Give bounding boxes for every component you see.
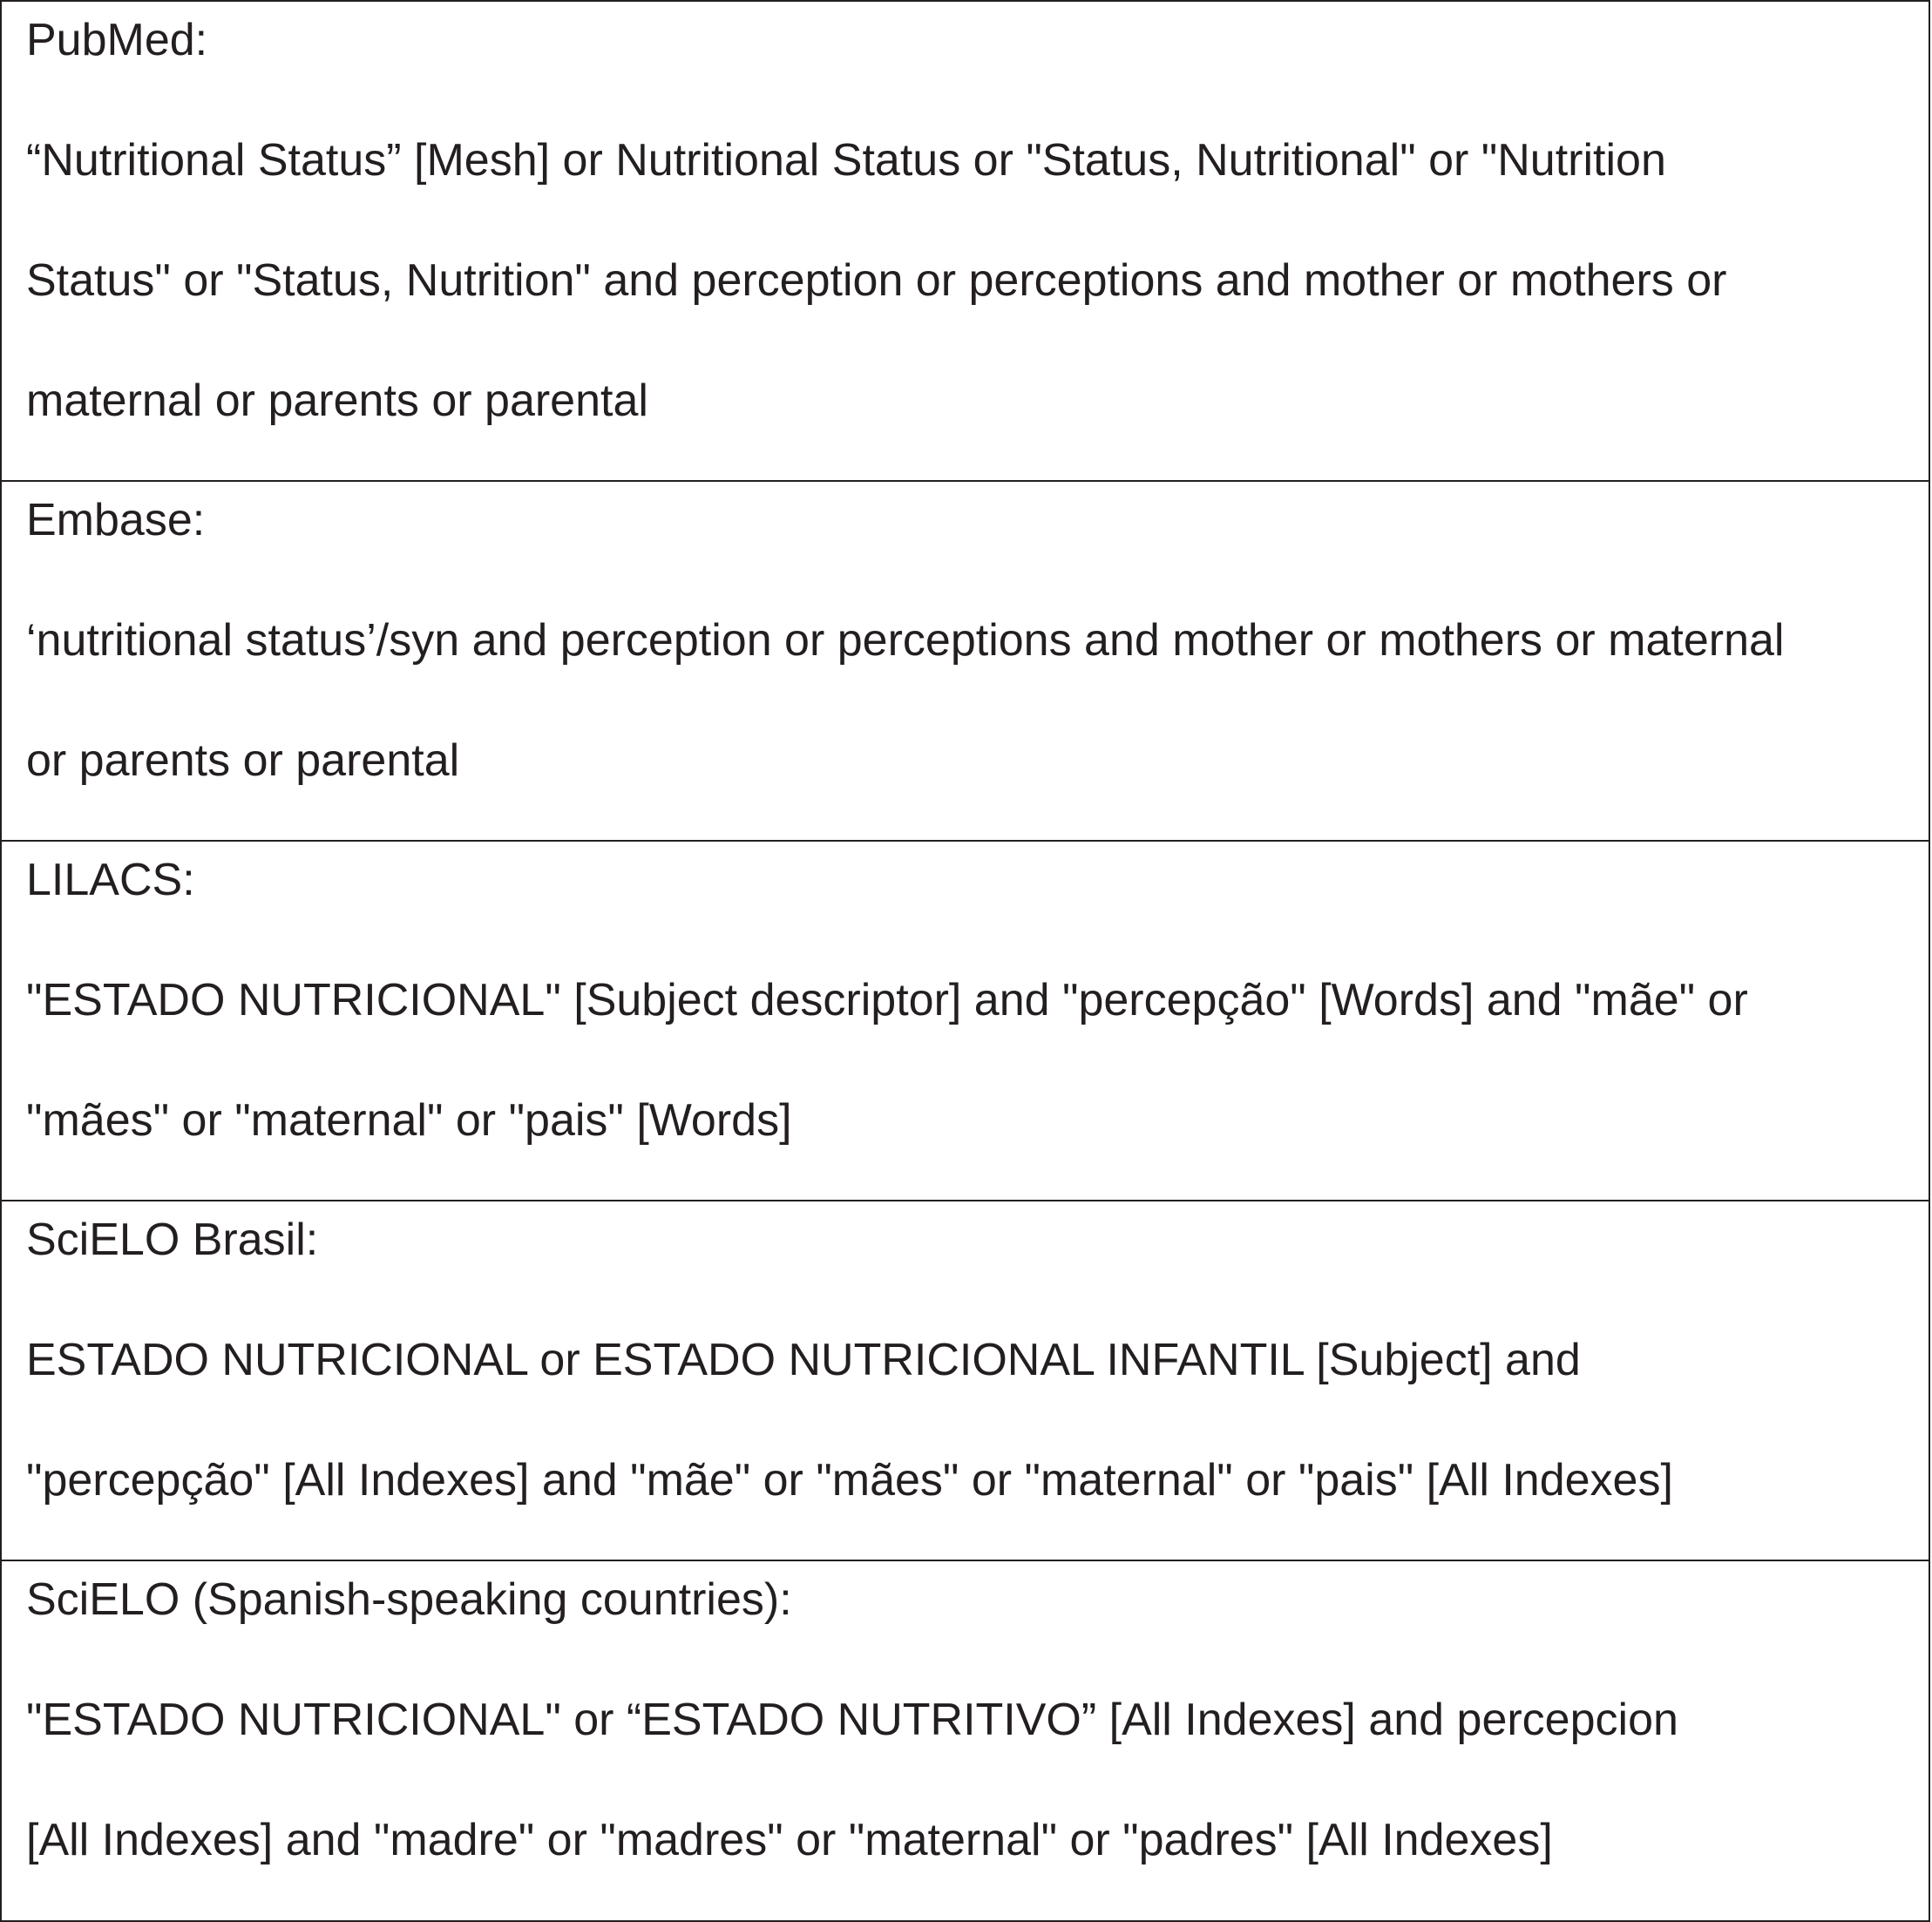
search-query-line: “Nutritional Status” [Mesh] or Nutritional Status or "Status, Nutritional" or "Nutrition	[26, 135, 1666, 186]
search-query-line: "ESTADO NUTRICIONAL" or “ESTADO NUTRITIVO” [All Indexes] and percepcion	[26, 1695, 1678, 1745]
search-query-line: ESTADO NUTRICIONAL or ESTADO NUTRICIONAL INFANTIL [Subject] and	[26, 1335, 1581, 1385]
search-query-line: maternal or parents or parental	[26, 376, 648, 426]
database-row-embase	[2, 482, 1929, 842]
search-query-line: "percepção" [All Indexes] and "mãe" or "mães" or "maternal" or "pais" [All Indexes]	[26, 1455, 1673, 1506]
database-label: SciELO Brasil:	[26, 1215, 319, 1265]
database-row-pubmed	[2, 2, 1929, 482]
search-query-line: ‘nutritional status’/syn and perception or perceptions and mother or mothers or maternal	[26, 615, 1785, 666]
search-query-line: "ESTADO NUTRICIONAL" [Subject descriptor] and "percepção" [Words] and "mãe" or	[26, 975, 1748, 1025]
database-label: SciELO (Spanish-speaking countries):	[26, 1574, 792, 1625]
search-query-line: "mães" or "maternal" or "pais" [Words]	[26, 1095, 792, 1146]
database-label: Embase:	[26, 495, 206, 545]
database-label: PubMed:	[26, 15, 208, 65]
database-row-lilacs	[2, 842, 1929, 1201]
database-row-scielo-spanish	[2, 1561, 1929, 1920]
database-row-scielo-brasil	[2, 1201, 1929, 1561]
database-label: LILACS:	[26, 855, 195, 905]
search-query-line: Status" or "Status, Nutrition" and perception or perceptions and mother or mothers or	[26, 255, 1727, 306]
search-query-line: or parents or parental	[26, 735, 460, 786]
search-query-line: [All Indexes] and "madre" or "madres" or "maternal" or "padres" [All Indexes]	[26, 1815, 1553, 1865]
